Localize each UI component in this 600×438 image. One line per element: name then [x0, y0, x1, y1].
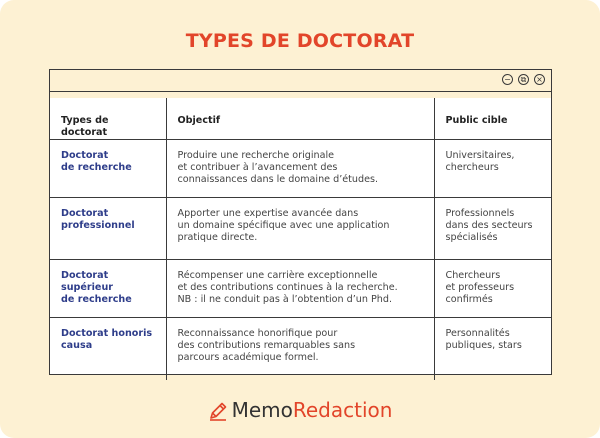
cell-public: Professionnels dans des secteurs spécialisés — [434, 198, 551, 260]
restore-circle-icon[interactable]: ⧉ — [518, 74, 529, 85]
table-container — [50, 98, 551, 374]
table-row — [50, 140, 551, 198]
cell-objectif: Reconnaissance honorifique pour des contributions remarquables sans parcours académique formel. — [166, 318, 434, 380]
logo-text-memo: Memo — [231, 398, 293, 422]
page-title: TYPES DE DOCTORAT — [185, 30, 415, 52]
close-circle-icon[interactable]: × — [534, 74, 545, 85]
table-row — [50, 260, 551, 318]
table-header-row — [50, 98, 551, 140]
header-public: Public cible — [434, 98, 551, 140]
doctorate-table — [50, 98, 551, 380]
cell-public: Personnalités publiques, stars — [434, 318, 551, 380]
cell-objectif: Produire une recherche originale et contribuer à l’avancement des connaissances dans le domaine d’études. — [166, 140, 434, 198]
window-frame — [49, 69, 552, 375]
cell-objectif: Récompenser une carrière exceptionnelle et des contributions continues à la recherche. NB : il ne conduit pas à l’obtention d’un Phd. — [166, 260, 434, 318]
window-titlebar — [50, 70, 551, 92]
cell-objectif: Apporter une expertise avancée dans un domaine spécifique avec une application pratique directe. — [166, 198, 434, 260]
cell-type: Doctorat honoris causa — [50, 318, 166, 380]
brand-logo — [0, 398, 600, 422]
cell-public: Universitaires, chercheurs — [434, 140, 551, 198]
cell-type: Doctorat de recherche — [50, 140, 166, 198]
header-type: Types de doctorat — [50, 98, 166, 140]
table-row — [50, 318, 551, 380]
pencil-icon — [208, 401, 228, 421]
table-row — [50, 198, 551, 260]
cell-type: Doctorat professionnel — [50, 198, 166, 260]
logo-text-redaction: Redaction — [292, 398, 393, 422]
cell-type: Doctorat supérieur de recherche — [50, 260, 166, 318]
cell-public: Chercheurs et professeurs confirmés — [434, 260, 551, 318]
minus-circle-icon[interactable]: − — [502, 74, 513, 85]
header-objectif: Objectif — [166, 98, 434, 140]
